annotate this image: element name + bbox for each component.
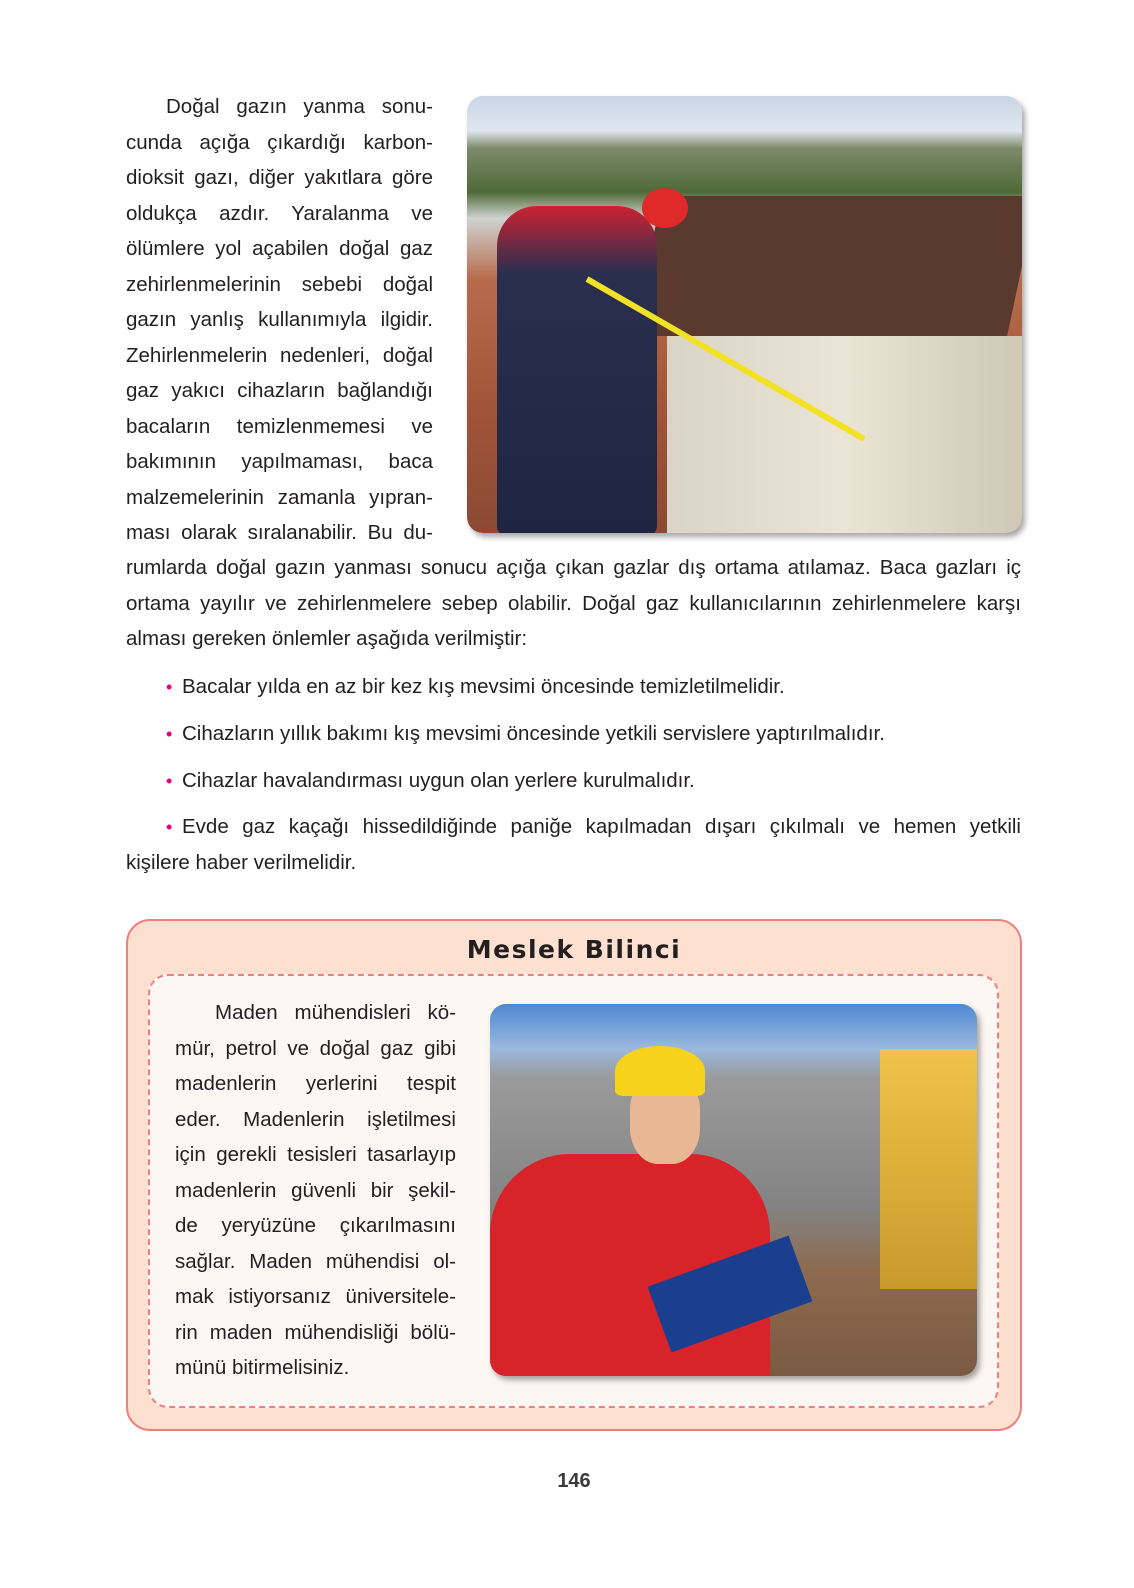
list-item-text: Cihazların yıllık bakımı kış mevsimi öncesinde yetkili servislere yaptırılmalıdır. bbox=[182, 721, 885, 745]
text-line: rumlarda doğal gazın yanması sonucu açığa çıkan gazlar dış ortama atılamaz. Baca gazları iç bbox=[126, 556, 1021, 579]
continued-paragraph bbox=[126, 550, 1021, 657]
text-line: mür, petrol ve doğal gaz gibi bbox=[175, 1036, 456, 1060]
list-item-text: Evde gaz kaçağı hissedildiğinde paniğe kapılmadan dışarı çıkılmalı ve hemen yetkili bbox=[182, 815, 1021, 839]
text-line: ortama yayılır ve zehirlenmelere sebep olabilir. Doğal gaz kullanıcılarının zehirlenmelere karşı bbox=[126, 591, 1021, 615]
text-line: sağlar. Maden mühendisi ol- bbox=[175, 1249, 456, 1273]
bullet-icon: • bbox=[166, 677, 173, 697]
list-item-continuation: kişilere haber verilmelidir. bbox=[126, 851, 357, 875]
text-line: gazın yanlış kullanımıyla ilgidir. bbox=[126, 308, 433, 331]
text-line: dioksit gazı, diğer yakıtlara göre bbox=[126, 166, 433, 189]
list-item bbox=[126, 763, 1021, 810]
intro-paragraph bbox=[126, 89, 433, 551]
text-line: Maden mühendisleri kö- bbox=[215, 1001, 456, 1024]
text-line: ölümlere yol açabilen doğal gaz bbox=[126, 237, 433, 260]
text-line: ması olarak sıralanabilir. Bu du- bbox=[126, 521, 433, 544]
text-line: gaz yakıcı cihazların bağlandığı bbox=[126, 379, 433, 402]
text-line: mak istiyorsanız üniversitele- bbox=[175, 1285, 456, 1308]
text-line: rin maden mühendisliği bölü- bbox=[175, 1320, 456, 1344]
text-line: alması gereken önlemler aşağıda verilmiştir: bbox=[126, 627, 528, 650]
text-line: oldukça azdır. Yaralanma ve bbox=[126, 201, 433, 225]
page-number: 146 bbox=[557, 1470, 591, 1492]
text-line: malzemelerinin zamanla yıpran- bbox=[126, 485, 433, 509]
box-title: Meslek Bilinci bbox=[466, 935, 682, 964]
chimney-worker-photo bbox=[467, 96, 1022, 533]
precautions-list bbox=[126, 669, 1021, 881]
mining-engineer-paragraph bbox=[175, 995, 456, 1386]
text-line: bacaların temizlenmemesi ve bbox=[126, 414, 433, 438]
text-line: bakımının yapılmaması, baca bbox=[126, 450, 433, 473]
bullet-icon: • bbox=[166, 770, 173, 791]
text-line: cunda açığa çıkardığı karbon- bbox=[126, 130, 433, 154]
list-item bbox=[126, 669, 1021, 716]
text-line: Doğal gazın yanma sonu- bbox=[166, 95, 433, 118]
list-item-text: Cihazlar havalandırması uygun olan yerlere kurulmalıdır. bbox=[182, 768, 695, 792]
list-item bbox=[126, 716, 1021, 763]
text-line: Zehirlenmelerin nedenleri, doğal bbox=[126, 343, 433, 367]
bullet-icon: • bbox=[166, 723, 173, 744]
list-item-text: Bacalar yılda en az bir kez kış mevsimi öncesinde temizletilmelidir. bbox=[182, 675, 785, 698]
text-line: eder. Madenlerin işletilmesi bbox=[175, 1107, 456, 1131]
text-line: zehirlenmelerinin sebebi doğal bbox=[126, 272, 433, 296]
text-line: madenlerin yerlerini tespit bbox=[175, 1072, 456, 1095]
text-line: de yeryüzüne çıkarılmasını bbox=[175, 1214, 456, 1237]
text-line: münü bitirmelisiniz. bbox=[175, 1356, 350, 1379]
text-line: madenlerin güvenli bir şekil- bbox=[175, 1178, 456, 1202]
text-line: için gerekli tesisleri tasarlayıp bbox=[175, 1143, 456, 1166]
bullet-icon: • bbox=[166, 817, 173, 838]
mining-engineer-photo bbox=[490, 1004, 977, 1376]
